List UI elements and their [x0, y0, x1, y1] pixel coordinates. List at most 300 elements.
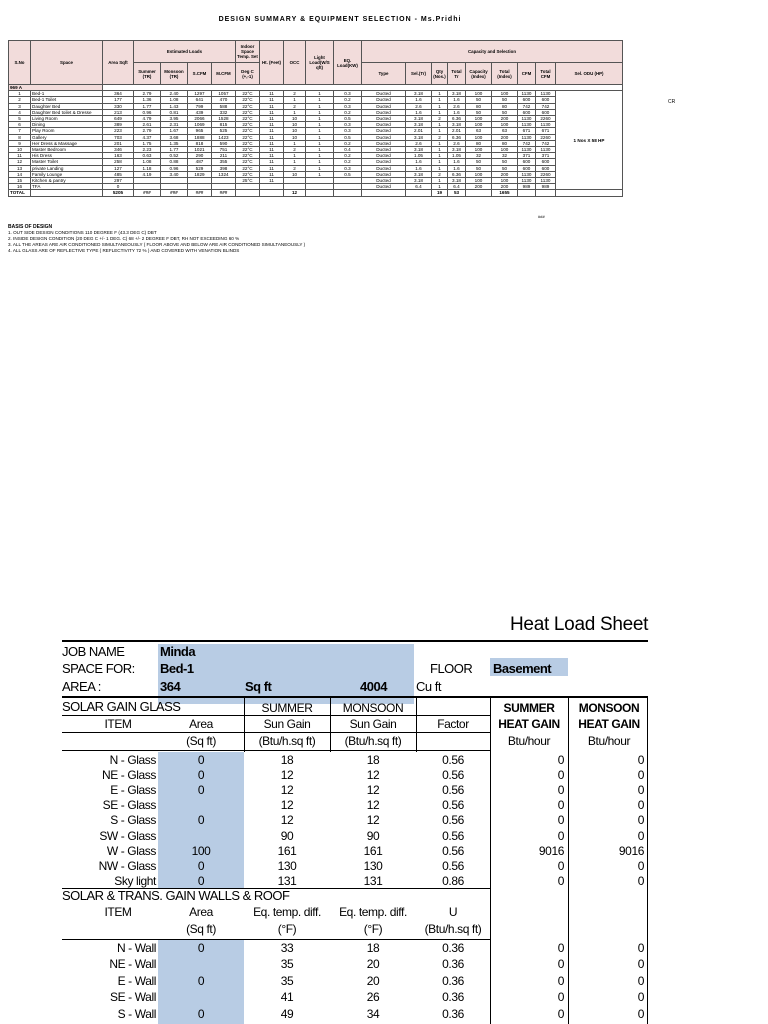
table-cell: 1	[432, 140, 448, 146]
table-cell: 1	[306, 159, 334, 165]
table-cell: 2	[432, 116, 448, 122]
table-cell: 649	[103, 116, 134, 122]
row-value: 9016	[618, 843, 644, 858]
row-value: 9016	[538, 843, 564, 858]
table-cell: 6.4	[448, 184, 466, 190]
table-cell: 11	[260, 91, 284, 97]
table-cell: 2.61	[134, 122, 161, 128]
table-cell: 1	[9, 91, 31, 97]
table-cell: 2.6	[406, 103, 432, 109]
row-value: 131	[363, 873, 383, 888]
table-cell: 389	[103, 122, 134, 128]
table-cell: 1130	[518, 147, 536, 153]
table-cell: 80	[492, 140, 518, 146]
table-cell: 100	[492, 122, 518, 128]
table-cell: 1.05	[406, 153, 432, 159]
table-cell: 1130	[536, 122, 556, 128]
table-cell: 22°C	[236, 128, 260, 134]
table-cell: 0.3	[334, 165, 362, 171]
row-value: 90	[280, 828, 294, 843]
table-cell: Ducted	[362, 91, 406, 97]
table-cell: 600	[536, 165, 556, 171]
table-cell: 1	[284, 109, 306, 115]
row-value: 18	[280, 753, 294, 767]
table-cell: 32	[492, 153, 518, 159]
table-cell: 2	[432, 171, 448, 177]
table-cell: 22°C	[236, 153, 260, 159]
table-cell: 6	[9, 122, 31, 128]
row-value: 90	[366, 828, 380, 843]
table-cell: 50	[466, 159, 492, 165]
item-header: ITEM	[104, 905, 132, 919]
table-cell: 10	[284, 128, 306, 134]
table-cell: 799	[188, 103, 212, 109]
table-cell: 1.43	[161, 103, 188, 109]
row-value: 0.56	[442, 783, 464, 798]
table-cell: 1130	[518, 134, 536, 140]
table-cell: Daughter Bed	[31, 103, 103, 109]
table-cell: 525	[212, 128, 236, 134]
table-cell: 1.08	[134, 159, 161, 165]
table-cell: 1	[432, 184, 448, 190]
table-cell: 330	[103, 103, 134, 109]
table-cell: 14	[9, 171, 31, 177]
table-cell: 0	[103, 184, 134, 190]
table-cell: 0.2	[334, 153, 362, 159]
job-name-value: Minda	[160, 644, 196, 659]
table-cell: 742	[518, 140, 536, 146]
row-value: 12	[280, 813, 294, 828]
table-cell: 11	[260, 140, 284, 146]
table-cell: 1130	[518, 178, 536, 184]
table-cell: Ducted	[362, 128, 406, 134]
basis-line: 4. ALL GLASS ARE OF REFLECTIVE TYPE ( REFLECTIVITY 72 % ) AND COVERED WITH VENATION BLINDS	[8, 248, 240, 253]
table-cell: 11	[260, 153, 284, 159]
summary-table	[8, 40, 623, 197]
row-item-label: Sky light	[114, 873, 156, 888]
monsoon-heat-gain-1: MONSOON	[578, 701, 640, 715]
table-cell: 355	[212, 159, 236, 165]
total-cell: ###	[134, 190, 161, 196]
table-cell: 200	[492, 184, 518, 190]
btu-hour-label: Btu/hour	[587, 734, 631, 748]
table-cell: Ducted	[362, 109, 406, 115]
row-value: 0.86	[442, 873, 464, 888]
table-cell: Ducted	[362, 134, 406, 140]
table-cell: Master Bedroom	[31, 147, 103, 153]
table-cell: 0.88	[161, 159, 188, 165]
table-cell: 258	[103, 159, 134, 165]
heat-load-sheet	[0, 600, 768, 1024]
table-cell: 0.63	[134, 153, 161, 159]
table-cell: 1	[284, 97, 306, 103]
area-header: Area	[189, 905, 213, 919]
table-cell: 6.36	[448, 171, 466, 177]
table-cell: 1	[432, 109, 448, 115]
table-cell: 1	[306, 153, 334, 159]
table-cell: 2.6	[448, 140, 466, 146]
table-cell: 439	[188, 109, 212, 115]
row-value: 161	[363, 843, 383, 858]
row-item-label: SW - Glass	[99, 828, 156, 843]
table-cell: Ducted	[362, 103, 406, 109]
row-item-label: SE - Glass	[102, 798, 156, 813]
row-item-label: NE - Wall	[109, 957, 156, 972]
row-value: 0	[557, 798, 564, 813]
row-value: 12	[280, 768, 294, 783]
table-cell: 0.96	[161, 165, 188, 171]
total-row	[9, 190, 623, 196]
sun-gain-header: Sun Gain	[349, 717, 397, 731]
table-cell: 2066	[188, 116, 212, 122]
table-cell: 22°C	[236, 116, 260, 122]
table-cell: 63	[492, 128, 518, 134]
table-cell: 1069	[188, 122, 212, 128]
table-cell: 1	[432, 153, 448, 159]
table-cell: 10	[284, 116, 306, 122]
col-space: Space	[31, 41, 103, 85]
col-capacity-index: Capacity (Index)	[466, 63, 492, 85]
col-scfm: S.CFM	[188, 63, 212, 85]
table-cell: 200	[492, 134, 518, 140]
table-cell: 1.05	[448, 153, 466, 159]
floor-value: Basement	[493, 661, 552, 676]
row-value: 0	[557, 873, 564, 888]
table-cell: 7	[9, 128, 31, 134]
total-cell: TOTAL	[9, 190, 31, 196]
row-value: 0	[637, 768, 644, 783]
table-cell: 100	[466, 116, 492, 122]
row-value: 161	[277, 843, 297, 858]
table-cell: 1.75	[134, 140, 161, 146]
table-cell: 818	[188, 140, 212, 146]
row-value: 41	[280, 990, 294, 1005]
table-cell: Bed-1 Toilet	[31, 97, 103, 103]
table-cell: 1	[306, 140, 334, 146]
btu-hour-label: Btu/hour	[507, 734, 551, 748]
table-cell: Kitchen & pantry	[31, 178, 103, 184]
row-value: 12	[280, 783, 294, 798]
table-cell: 703	[103, 134, 134, 140]
area-unit: (Sq ft)	[186, 922, 216, 936]
table-cell: 1	[306, 165, 334, 171]
table-cell: 50	[492, 165, 518, 171]
table-cell: 364	[103, 91, 134, 97]
row-value: 0.56	[442, 813, 464, 828]
summer-heat-gain-1: SUMMER	[503, 701, 555, 715]
table-cell: 3.18	[406, 122, 432, 128]
table-cell: 50	[466, 109, 492, 115]
table-cell: 742	[536, 103, 556, 109]
table-cell: 1	[432, 122, 448, 128]
table-cell: 2.79	[134, 128, 161, 134]
table-cell: 600	[536, 159, 556, 165]
table-cell: 2.01	[448, 128, 466, 134]
row-value: 26	[366, 990, 380, 1005]
table-cell: Her Dress & Massage	[31, 140, 103, 146]
table-cell: 1.6	[448, 97, 466, 103]
table-cell: 1.6	[448, 159, 466, 165]
row-item-label: NE - Glass	[101, 768, 156, 783]
table-cell: 1829	[188, 171, 212, 177]
table-cell: 5	[9, 116, 31, 122]
table-cell: 485	[103, 171, 134, 177]
table-cell: 201	[103, 140, 134, 146]
table-cell: Ducted	[362, 116, 406, 122]
table-cell: Master Toilet	[31, 159, 103, 165]
table-cell: 177	[103, 97, 134, 103]
row-value: 0.36	[442, 973, 464, 988]
table-cell: 22°C	[236, 109, 260, 115]
table-cell: His Dress	[31, 153, 103, 159]
row-value: 0	[557, 941, 564, 955]
col-monsoon: Monsoon (TR)	[161, 63, 188, 85]
wall-section-title: SOLAR & TRANS. GAIN WALLS & ROOF	[62, 888, 290, 903]
row-value: 0.56	[442, 768, 464, 783]
table-cell: 163	[103, 153, 134, 159]
col-ht: Ht. (Feet)	[260, 41, 284, 85]
table-cell: 1	[432, 159, 448, 165]
table-cell: 0.96	[134, 109, 161, 115]
area-unit: (Sq ft)	[186, 734, 216, 748]
table-cell: Ducted	[362, 147, 406, 153]
table-cell: 22°C	[236, 171, 260, 177]
table-cell: 0.5	[334, 134, 362, 140]
row-item-label: E - Wall	[117, 973, 156, 988]
eq-temp-unit: (°F)	[363, 922, 383, 936]
table-cell: 22°C	[236, 97, 260, 103]
table-cell: 0.3	[334, 91, 362, 97]
basis-title: BASIS OF DESIGN	[8, 224, 53, 230]
sun-gain-unit: (Btu/h.sq ft)	[344, 734, 402, 748]
row-value: 130	[363, 858, 383, 873]
col-odu: Sel. ODU (HP)	[556, 63, 623, 85]
table-cell: 127	[103, 165, 134, 171]
floor-label: FLOOR	[430, 661, 473, 676]
table-cell: 1	[432, 165, 448, 171]
table-cell: 0.3	[334, 128, 362, 134]
table-cell: 1528	[212, 116, 236, 122]
col-summer: Summer (TR)	[134, 63, 161, 85]
sun-gain-header: Sun Gain	[263, 717, 311, 731]
table-cell: 22°C	[236, 140, 260, 146]
row-value: 0.56	[442, 858, 464, 873]
monsoon-header: MONSOON	[342, 701, 404, 715]
table-cell: 1.6	[406, 159, 432, 165]
basis-of-design	[8, 224, 305, 254]
table-cell: 80	[466, 140, 492, 146]
table-cell: 3.18	[448, 122, 466, 128]
table-cell: 11	[260, 116, 284, 122]
row-value: 0	[637, 858, 644, 873]
table-cell: 3.18	[448, 178, 466, 184]
table-cell: 9	[9, 140, 31, 146]
col-sno: S.No	[9, 41, 31, 85]
table-cell: 989	[518, 184, 536, 190]
table-cell: 1324	[212, 171, 236, 177]
row-value: 0	[197, 1006, 205, 1021]
row-value: 0	[557, 783, 564, 798]
total-cell	[334, 190, 362, 196]
table-cell: 2	[284, 147, 306, 153]
total-cell	[260, 190, 284, 196]
table-cell: 1021	[188, 147, 212, 153]
row-value: 0	[637, 873, 644, 888]
table-cell: 50	[466, 97, 492, 103]
row-value: 0	[637, 783, 644, 798]
table-cell: 1	[432, 147, 448, 153]
table-cell: 63	[466, 128, 492, 134]
col-indoor: Indoor Space Temp. Set	[236, 41, 260, 63]
table-cell: 11	[9, 153, 31, 159]
row-item-label: S - Wall	[117, 1006, 156, 1021]
table-cell: 11	[260, 109, 284, 115]
table-cell: 470	[212, 97, 236, 103]
row-value: 0	[197, 973, 205, 988]
total-cell	[306, 190, 334, 196]
table-cell: 751	[212, 147, 236, 153]
table-cell: 1	[284, 153, 306, 159]
row-value: 18	[366, 753, 380, 767]
table-cell: 50	[492, 159, 518, 165]
table-cell: 4.19	[134, 171, 161, 177]
eq-temp-header: Eq. temp. diff.	[339, 905, 407, 919]
row-value: 12	[366, 783, 380, 798]
table-cell: 10	[284, 134, 306, 140]
table-cell: 6.36	[448, 116, 466, 122]
table-cell: 2.40	[161, 91, 188, 97]
table-cell: 2.6	[448, 103, 466, 109]
table-cell: 2260	[536, 116, 556, 122]
table-cell: 2.31	[161, 122, 188, 128]
row-value: 12	[366, 813, 380, 828]
sqft-label: Sq ft	[245, 679, 272, 694]
col-capacity-selection: Capacity and Selection	[362, 41, 623, 63]
table-cell: 22°C	[236, 91, 260, 97]
space-label: SPACE FOR:	[62, 661, 135, 676]
table-cell: 100	[492, 147, 518, 153]
table-cell: TFA	[31, 184, 103, 190]
row-value: 0	[557, 957, 564, 972]
row-item-label: SE - Wall	[110, 990, 156, 1005]
u-unit: (Btu/h.sq ft)	[424, 922, 482, 936]
table-cell: 13	[9, 165, 31, 171]
table-cell: 3.18	[406, 91, 432, 97]
table-cell: 1	[284, 159, 306, 165]
table-cell: Play Room	[31, 128, 103, 134]
table-cell: 1.6	[448, 165, 466, 171]
table-cell: 590	[212, 140, 236, 146]
table-cell: Dining	[31, 122, 103, 128]
row-value: 20	[366, 973, 380, 988]
col-est-loads: Estimated Loads	[134, 41, 236, 63]
table-cell: 15	[9, 178, 31, 184]
table-cell: 371	[518, 153, 536, 159]
table-cell: 1057	[212, 91, 236, 97]
table-cell: 0.3	[334, 122, 362, 128]
table-cell: 1130	[536, 178, 556, 184]
table-cell: 16	[9, 184, 31, 190]
table-cell: 4.37	[134, 134, 161, 140]
table-cell: 200	[492, 171, 518, 177]
table-cell: 1	[306, 147, 334, 153]
table-cell: 11	[260, 159, 284, 165]
table-cell: Living Room	[31, 116, 103, 122]
volume-value: 4004	[360, 679, 387, 694]
table-cell: 22°C	[236, 165, 260, 171]
table-cell: 1.6	[406, 97, 432, 103]
row-item-label: NW - Glass	[98, 858, 156, 873]
table-cell: 213	[103, 109, 134, 115]
row-value: 0	[557, 1006, 564, 1021]
total-cell	[31, 190, 103, 196]
table-cell: 1.77	[161, 147, 188, 153]
table-cell: 1.6	[406, 165, 432, 171]
table-cell: 22°C	[236, 147, 260, 153]
total-cell: 5205	[103, 190, 134, 196]
table-cell: 290	[188, 153, 212, 159]
row-value: 33	[280, 941, 294, 955]
table-cell: Ducted	[362, 97, 406, 103]
table-cell: 1.36	[134, 97, 161, 103]
table-cell: 6.36	[448, 134, 466, 140]
table-cell: Ducted	[362, 165, 406, 171]
row-value: 0	[637, 973, 644, 988]
col-sel: Sel.(Tr)	[406, 63, 432, 85]
table-cell: 11	[260, 134, 284, 140]
total-cell: 1655	[492, 190, 518, 196]
basis-line: 2. INSIDE DESIGN CONDITION (20 DEG C +/- 1 DEG. C) 68 +/- 2 DEGREE F DBT, RH NOT EXCEEDING 60 %	[8, 236, 240, 241]
total-cell: 19	[432, 190, 448, 196]
odu-cell: 1 Nos X 58 HP	[556, 91, 623, 190]
table-cell: 600	[536, 97, 556, 103]
table-cell: 200	[492, 116, 518, 122]
table-cell: 1.67	[161, 128, 188, 134]
table-cell: 3.40	[161, 171, 188, 177]
row-value: 100	[191, 843, 211, 858]
table-cell: 1130	[518, 171, 536, 177]
table-cell: 0.2	[334, 97, 362, 103]
table-cell: 1130	[518, 116, 536, 122]
row-value: 0	[197, 753, 205, 767]
table-cell: 2	[432, 134, 448, 140]
table-cell: 1.6	[448, 109, 466, 115]
table-cell: 297	[103, 178, 134, 184]
row-value: 34	[366, 1006, 380, 1021]
table-cell: 2.01	[406, 128, 432, 134]
row-item-label: N - Glass	[109, 753, 156, 767]
table-cell: 1130	[536, 91, 556, 97]
table-cell: 0.2	[334, 140, 362, 146]
table-cell: 600	[518, 97, 536, 103]
total-cell: ###	[188, 190, 212, 196]
table-cell: 2	[284, 103, 306, 109]
summary-title: DESIGN SUMMARY & EQUIPMENT SELECTION - Ms.Pridhi	[218, 16, 462, 23]
table-cell: 1	[306, 109, 334, 115]
table-cell: 1	[306, 128, 334, 134]
table-cell: 100	[466, 134, 492, 140]
table-cell: 0.5	[334, 171, 362, 177]
table-cell: 0.2	[334, 159, 362, 165]
table-cell: 1	[306, 97, 334, 103]
table-cell: 3.18	[406, 147, 432, 153]
table-cell: 2260	[536, 171, 556, 177]
table-cell: 1130	[518, 91, 536, 97]
row-value: 20	[366, 957, 380, 972]
row-value: 0	[197, 783, 205, 798]
row-value: 0	[637, 753, 644, 767]
table-cell: 1.6	[406, 109, 432, 115]
